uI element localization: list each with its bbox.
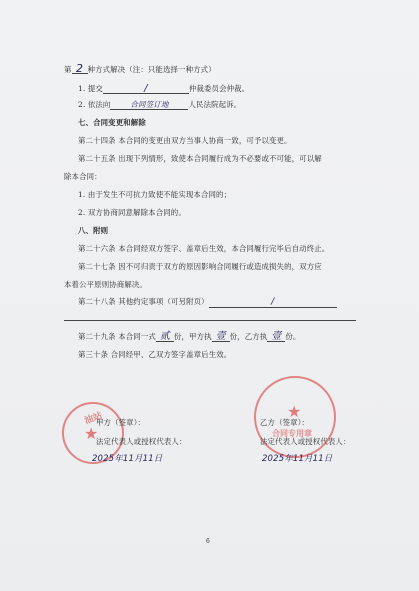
party-b-seal-star-icon: ★ [287,402,302,421]
section-8-heading: 八、附则 [78,226,109,235]
other-matters-extra-line [64,320,356,321]
article-24: 第二十四条 本合同的变更由双方当事人协商一致，可予以变更。 [78,136,292,145]
section-7-heading: 七、合同变更和解除 [78,118,146,127]
article-25-item-1: 1. 由于发生不可抗力致使不能实现本合同的； [78,190,232,199]
article-30: 第三十条 合同经甲、乙双方签字盖章后生效。 [78,350,232,359]
dispute-method-line: 第 2 种方式解决（注：只能选择一种方式） [64,62,216,75]
party-a-seal-text: 油站 [83,411,104,427]
article-25-line-2: 除本合同： [64,172,102,181]
arbitration-committee-blank: / [103,84,189,94]
court-location-blank: 合同签订地 [110,100,188,110]
article-28: 第二十八条 其他约定事项（可另附页） / [78,297,337,308]
party-b-seal-text: 合同专用章 [272,429,312,438]
article-26: 第二十六条 本合同经双方签字、盖章后生效，本合同履行完毕后自动终止。 [78,244,330,253]
party-b-date: 2025年11月11日 [262,454,333,464]
dispute-option-2: 2. 依法向 合同签订地 人民法院起诉。 [78,100,242,109]
article-25-line-1: 第二十五条 出现下列情形，致使本合同履行成为不必要或不可能，可以解 [78,154,322,163]
page-number: 6 [206,538,210,545]
article-25-item-2: 2. 双方协商同意解除本合同的。 [78,208,186,217]
article-29: 第二十九条 本合同一式 贰 份，甲方执 壹 份，乙方执 壹 份。 [78,331,301,342]
copies-party-a-blank: 壹 [212,332,230,342]
party-b-signature-label: 乙方（签章）： [260,418,310,427]
party-a-date: 2025年11月11日 [92,454,163,464]
copies-total-blank: 贰 [156,332,174,342]
party-a-seal-star-icon: ★ [84,424,99,443]
other-matters-blank: / [209,298,337,308]
dispute-option-1: 1. 提交 / 仲裁委员会仲裁。 [78,83,250,94]
party-b-representative-label: 法定代表人或授权代表人： [260,437,351,446]
dispute-method-number: 2 [72,64,88,74]
party-a-representative-label: 法定代表人或授权代表人： [96,437,187,446]
party-a-signature-label: 甲方（签章）： [96,418,146,427]
article-27-line-1: 第二十七条 因不可归责于双方的原因影响合同履行或造成损失的，双方应 [78,262,322,271]
copies-party-b-blank: 壹 [267,332,285,342]
article-27-line-2: 本着公平原则协商解决。 [64,280,147,289]
